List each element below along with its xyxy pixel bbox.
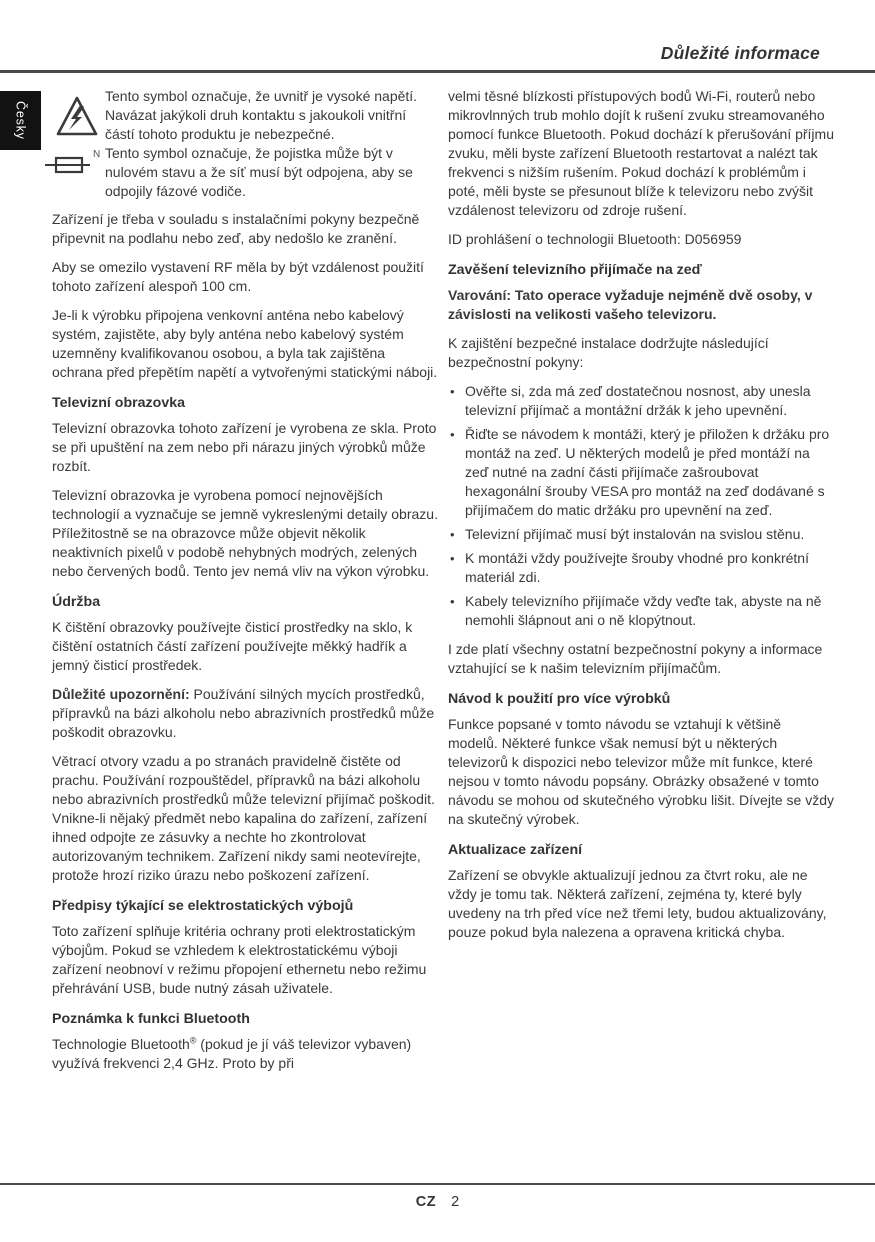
paragraph-antenna: Je-li k výrobku připojena venkovní anténa nebo kabelový systém, zajistěte, aby byly anténa nebo kabelový systém uzemněny kvalifikovanou osobou, a byla tak zajištěna ochrana před přepětím napětí a vytvořenými statickými náboji. bbox=[52, 307, 438, 380]
header-divider bbox=[0, 70, 875, 73]
bluetooth-text: Technologie Bluetooth bbox=[52, 1036, 190, 1052]
important-notice-text: Používání silných mycích prostředků, přípravků na bázi alkoholu nebo abrazivních prostředků může poškodit obrazovku. bbox=[52, 686, 435, 740]
footer-divider bbox=[0, 1183, 875, 1185]
symbol-note-fuse bbox=[52, 144, 438, 201]
footer-country-code: CZ bbox=[415, 1194, 437, 1210]
section-heading-multi-product: Návod k použití pro více výrobků bbox=[448, 691, 671, 707]
section-heading-wall-mount: Zavěšení televizního přijímače na zeď bbox=[448, 262, 702, 278]
paragraph-screen-glass: Televizní obrazovka tohoto zařízení je vyrobena ze skla. Proto se při upuštění na zem nebo při nárazu jiných výrobků může rozbít. bbox=[52, 420, 437, 474]
paragraph-safety-intro: K zajištění bezpečné instalace dodržujte následující bezpečnostní pokyny: bbox=[448, 335, 769, 370]
symbol-note-high-voltage bbox=[52, 87, 438, 144]
page-title: Důležité informace bbox=[660, 43, 820, 63]
paragraph-warning: Varování: Tato operace vyžaduje nejméně dvě osoby, v závislosti na velikosti vašeho televizoru. bbox=[448, 287, 813, 322]
paragraph-bluetooth-id: ID prohlášení o technologii Bluetooth: D056959 bbox=[448, 231, 742, 247]
paragraph-esd: Toto zařízení splňuje kritéria ochrany proti elektrostatickým výbojům. Pokud se vzhledem k elektrostatickému výboji zařízení neobnoví v režimu přopojení ethernetu nebo režimu přehrávání USB, bude nutný zásah uživatele. bbox=[52, 923, 427, 996]
wall-mount-safety-list bbox=[448, 382, 834, 630]
paragraph-bluetooth-continued: velmi těsné blízkosti přístupových bodů Wi-Fi, routerů nebo mikrovlnných trub mohlo dojít k rušení zvuku streamovaného pomocí funkce Bluetooth. Pokud dochází k přerušování příjmu zvuku, měli byste zařízení Bluetooth restartovat a nalézt tak frekvenci s nižším rušením. Pokud dochází k problémům i poté, měli byste se přesunout blíže k televizoru nebo zvýšit vzdálenost televizoru od zdroje rušení. bbox=[448, 88, 834, 218]
paragraph-rf-distance: Aby se omezilo vystavení RF měla by být vzdálenost použití tohoto zařízení alespoň 100 cm. bbox=[52, 259, 424, 294]
registered-trademark-symbol: ® bbox=[189, 1035, 197, 1046]
paragraph-multi-product: Funkce popsané v tomto návodu se vztahují k většině modelů. Některé funkce však nemusí být u některých televizorů k dispozici nebo televizor může mít funkce, které nejsou v tomto návodu popsány. Obrázky obsažené v tomto návodu se mohou od skutečného výrobku lišit. Dívejte se vždy na skutečný výrobek. bbox=[448, 716, 834, 827]
list-item: • Řiďte se návodem k montáži, který je přiložen k držáku pro montáž na zeď. U některých modelů je před montáží na zeď nutné na zadní části přijímače zašroubovat hexagonální šrouby VESA pro montáž na zeď dodávané s přijímačem do matic držáku pro upevnění na zeď. bbox=[448, 425, 834, 520]
paragraph-vents: Větrací otvory vzadu a po stranách pravidelně čistěte od prachu. Používání rozpouštědel, přípravků na bázi alkoholu nebo abrazivních prostředků může televizní přijímač poškodit. Vnikne-li nějaký předmět nebo kapalina do zařízení, zařízení ihned odpojte ze zásuvky a nechte ho zkontrolovat autorizovaným technikem. Zařízení nikdy sami neotevírejte, protože hrozí riziko úrazu nebo poškození zařízení. bbox=[52, 753, 435, 883]
language-tab bbox=[0, 91, 41, 150]
paragraph-update: Zařízení se obvykle aktualizují jednou za čtvrt roku, ale ne vždy je tomu tak. Některá zařízení, zejména ty, které byly uvedeny na trh před více než třemi lety, budou aktualizovány, pouze pokud byla nalezena a opravena kritická chyba. bbox=[448, 867, 827, 940]
list-item: • Ověřte si, zda má zeď dostatečnou nosnost, aby unesla televizní přijímač a montážní držák k jeho upevnění. bbox=[448, 382, 834, 420]
left-column bbox=[52, 87, 438, 1083]
high-voltage-warning-icon bbox=[55, 94, 99, 145]
fuse-symbol-icon bbox=[45, 149, 93, 184]
symbol-note-text: Tento symbol označuje, že pojistka může být v nulovém stavu a že síť musí být odpojena, aby se odpojily fázové vodiče. bbox=[105, 145, 413, 199]
paragraph-mounting: Zařízení je třeba v souladu s instalačními pokyny bezpečně připevnit na podlahu nebo zeď, aby nedošlo ke zranění. bbox=[52, 211, 420, 246]
paragraph-important-notice bbox=[52, 685, 438, 742]
bluetooth-text-cont: (pokud je jí váš televizor vybaven) využívá frekvenci 2,4 GHz. Proto by při bbox=[52, 1036, 412, 1071]
footer-page-number: 2 bbox=[451, 1194, 460, 1210]
right-column bbox=[448, 87, 834, 952]
symbol-note-text: Tento symbol označuje, že uvnitř je vysoké napětí. Navázat jakýkoli druh kontaktu s jakoukoli vnitřní částí tohoto produktu je nebezpečné. bbox=[105, 88, 418, 142]
important-notice-label: Důležité upozornění: bbox=[52, 686, 190, 702]
list-item: • Kabely televizního přijímače vždy veďte tak, abyste na ně nemohli šlápnout ani o ně klopýtnout. bbox=[448, 592, 834, 630]
section-heading-tv-screen: Televizní obrazovka bbox=[52, 395, 185, 411]
footer bbox=[0, 1194, 875, 1210]
list-item: • K montáži vždy používejte šrouby vhodné pro konkrétní materiál zdi. bbox=[448, 549, 834, 587]
language-tab-label: Česky bbox=[13, 101, 28, 140]
list-item: • Televizní přijímač musí být instalován na svislou stěnu. bbox=[448, 525, 834, 544]
section-heading-bluetooth: Poznámka k funkci Bluetooth bbox=[52, 1011, 250, 1027]
paragraph-bluetooth bbox=[52, 1035, 438, 1073]
section-heading-esd: Předpisy týkající se elektrostatických výbojů bbox=[52, 898, 354, 914]
section-heading-update: Aktualizace zařízení bbox=[448, 842, 583, 858]
fuse-neutral-label: N bbox=[93, 149, 101, 160]
section-heading-maintenance: Údržba bbox=[52, 594, 101, 610]
paragraph-cleaning: K čištění obrazovky používejte čisticí prostředky na sklo, k čištění ostatních částí zařízení používejte měkký hadřík a jemný čisticí prostředek. bbox=[52, 619, 413, 673]
paragraph-screen-pixels: Televizní obrazovka je vyrobena pomocí nejnovějších technologií a vyznačuje se jemně vykreslenými detaily obrazu. Příležitostně se na obrazovce může objevit několik neaktivních pixelů v podobě nehybných modrých, zelených nebo červených bodů. Tento jev nemá vliv na výkon výrobku. bbox=[52, 487, 438, 579]
paragraph-other-rules: I zde platí všechny ostatní bezpečnostní pokyny a informace vztahující se k našim televizním přijímačům. bbox=[448, 641, 823, 676]
